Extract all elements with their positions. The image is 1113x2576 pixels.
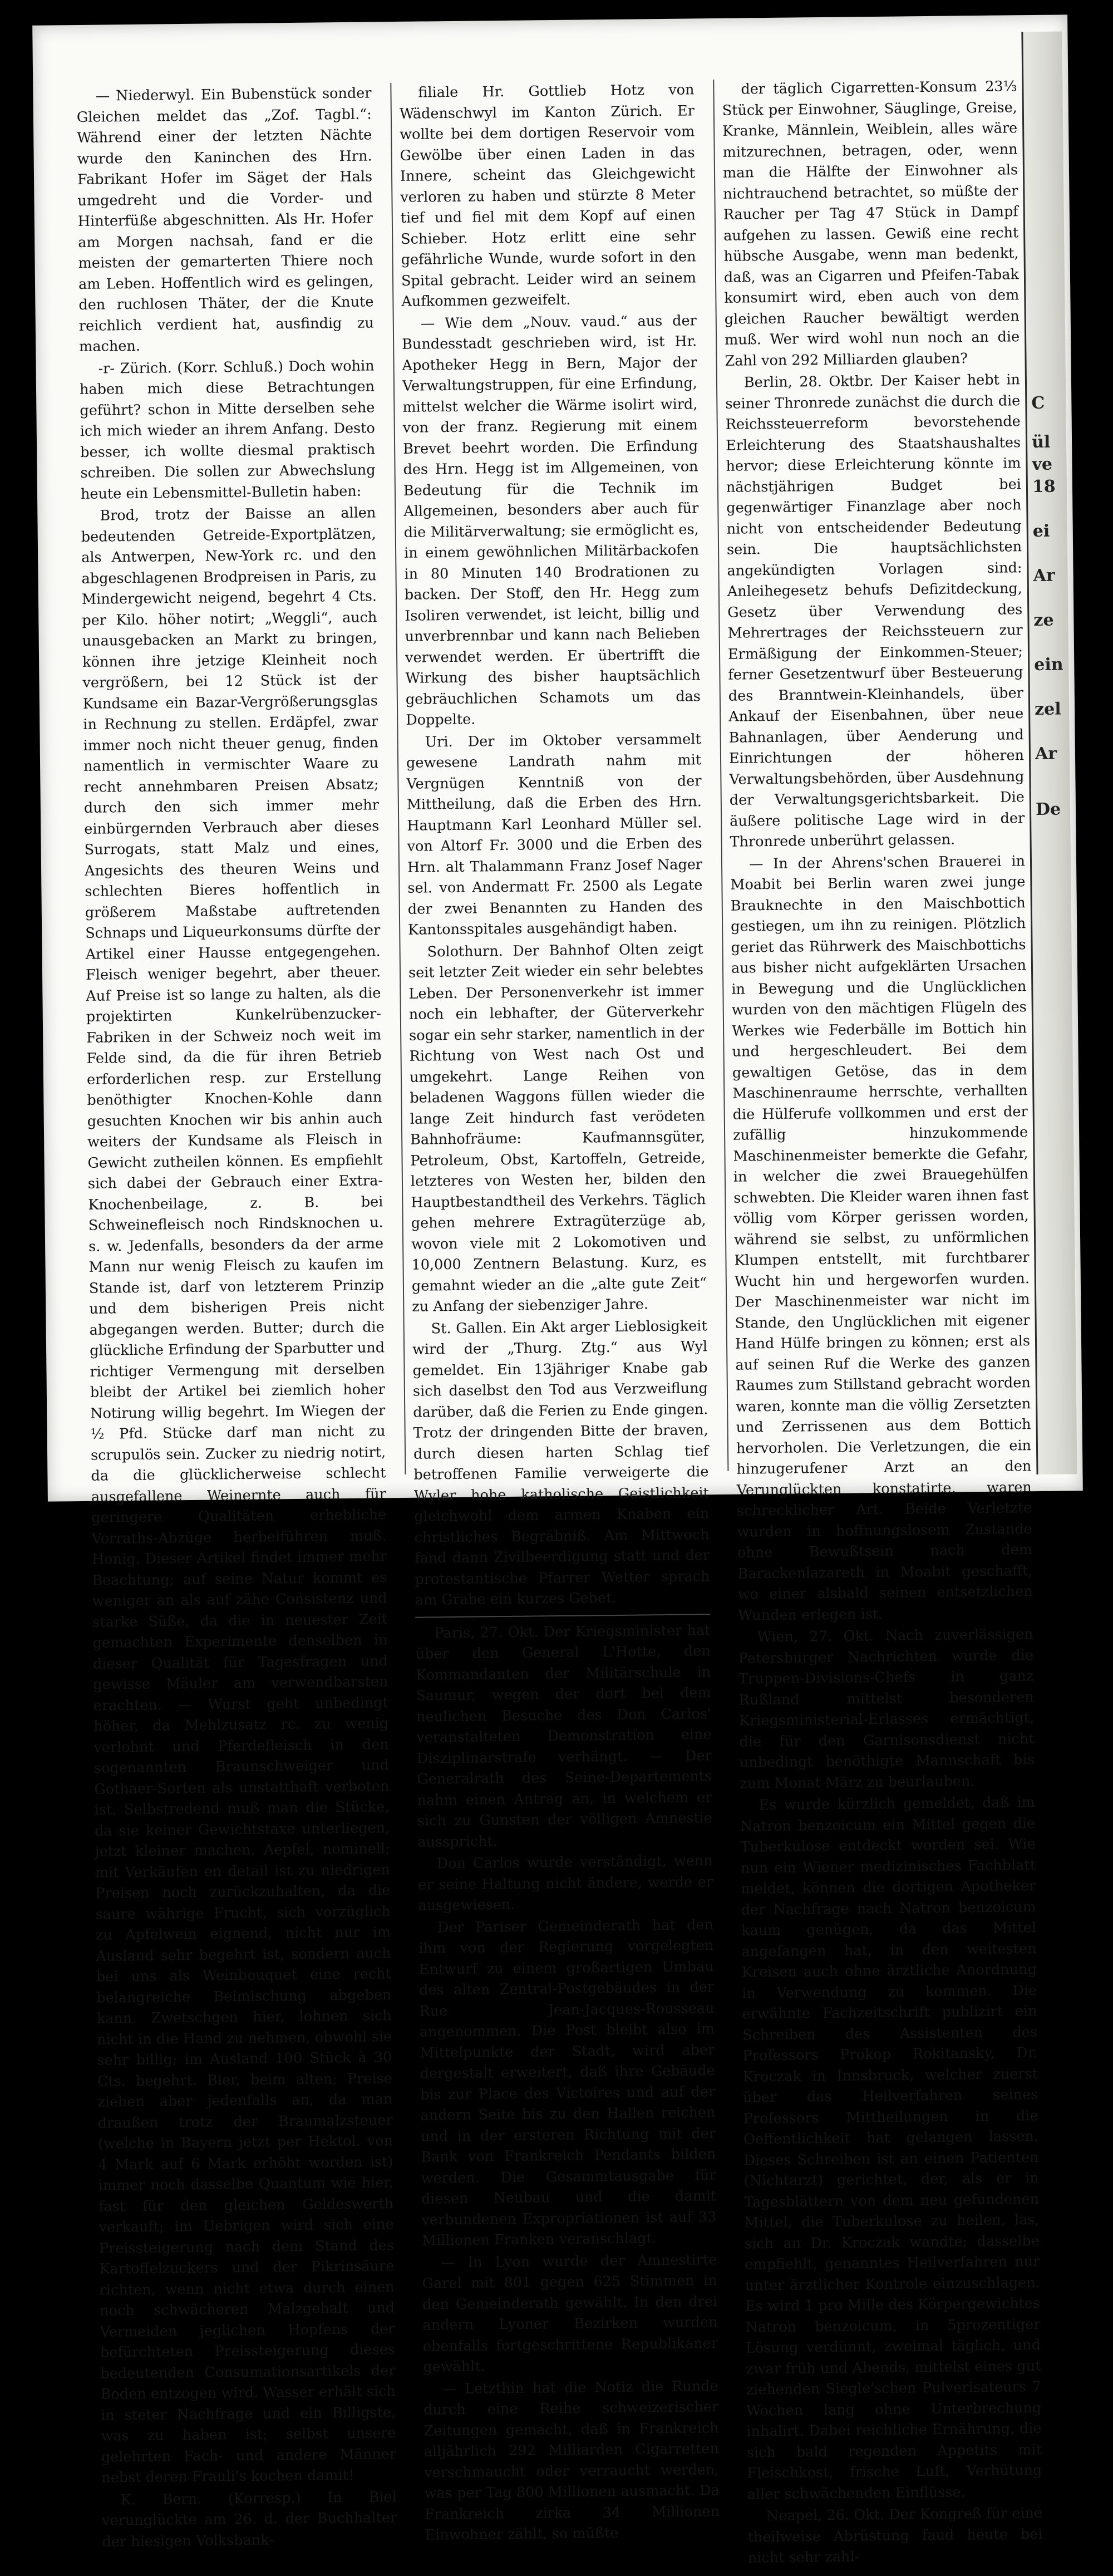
edge-fragment: Ar (1033, 566, 1055, 586)
article-berlin: Berlin, 28. Oktbr. Der Kaiser hebt in seiner Thronrede zunächst die durch die Reichssteuerreform bevorstehende Erleichterung des Staatshaushaltes hervor; diese Erleichterung könnte im nächstjährigen Budget bei gegenwärtiger Finanzlage aber noch nicht von entscheidender Bedeutung sein. Die hauptsächlichsten angekündigten Vorlagen sind: Anleihegesetz behufs Defizitdeckung, Gesetz über Verwendung des Mehrertrages der Reichssteuern zur Ermäßigung der Einkommen-Steuer; ferner Gesetzentwurf über Besteuerung des Branntwein-Kleinhandels, über Ankauf der Eisenbahnen, über neue Bahnanlagen, über Aenderung und Einrichtungen der höheren Verwaltungsbehörden, über Ausdehnung der Verwaltungsgerichtsbarkeit. Die äußere politische Lage wird in der Thronrede unberührt gelassen. (725, 371, 1025, 851)
article-paris-post: Der Pariser Gemeinderath hat den ihm von der Regierung vorgelegten Entwurf zu einem großartigen Umbau des alten Zentral-Postgebäudes in der Rue Jean-Jacques-Rousseau angenommen. Die Post bleibt also im Mittelpunkte der Stadt, wird aber dergestalt erweitert, daß ihre Gebäude bis zur Place des Victoires und auf der andern Seite bis zu den Hallen reichen und in der ersteren Richtung mit der Bank von Frankreich Pendants bilden werden. Die Gesammtausgabe für diesen Neubau und die damit verbundenen Expropriationen ist auf 33 Millionen Franken veranschlagt. (418, 1916, 717, 2249)
article-bern-cont: filiale Hr. Gottlieb Hotz von Wädenschwyl im Kanton Zürich. Er wollte bei dem dortigen Reservoir vom Gewölbe über einen Laden in das Innere, scheint das Gleichgewicht verloren zu haben und stürzte 8 Meter tief und fiel mit dem Kopf auf einen Schieber. Hotz erlitt eine sehr gefährliche Wunde, wurde sofort in den Spital gebracht. Leider wird an seinem Aufkommen gezweifelt. (399, 81, 697, 310)
text-columns (76, 76, 1043, 2567)
column-middle (390, 80, 720, 2544)
edge-fragment: ze (1033, 610, 1054, 631)
edge-fragment: C (1031, 393, 1045, 414)
article-hegg: — Wie dem „Nouv. vaud.“ aus der Bundesstadt geschrieben wird, ist Hr. Apotheker Hegg in Bern, Major der Verwaltungstruppen, für eine Erfindung, mittelst welcher die Wärme isolirt wird, von der franz. Regierung mit einem Brevet beehrt worden. Die Erfindung des Hrn. Hegg ist im Allgemeinen, von Bedeutung für die Technik im Allgemeinen, besonders aber auch für die Militärverwaltung; sie ermöglicht es, in einem gewöhnlichen Militärbackofen in 80 Minuten 140 Brodrationen zu backen. Der Stoff, den Hr. Hegg zum Isoliren verwendet, ist leicht, billig und unverbrennbar und kann nach Belieben verwendet werden. Er übertrifft die Wirkung des bisher hauptsächlich gebräuchlichen Schamots um das Doppelte. (402, 312, 701, 729)
article-solothurn: Solothurn. Der Bahnhof Olten zeigt seit letzter Zeit wieder ein sehr belebtes Leben. Der Personenverkehr ist immer noch ein lebhafter, der Güterverkehr sogar ein sehr starker, namentlich in der Richtung von West nach Ost und umgekehrt. Lange Reihen von beladenen Waggons füllen wieder die lange Zeit hindurch fast verödeten Bahnhofräume: Kaufmannsgüter, Petroleum, Obst, Kartoffeln, Getreide, letzteres von Westen her, bilden den Hauptbestandtheil des Verkehrs. Täglich gehen mehrere Extragüterzüge ab, wovon viele mit 2 Lokomotiven und 10,000 Zentnern Belastung. Kurz, es gemahnt wieder an die „alte gute Zeit“ zu Anfang der siebenziger Jahre. (408, 940, 707, 1315)
edge-fragment: De (1035, 799, 1061, 820)
article-natron: Es wurde kürzlich gemeldet, daß im Natron benzoicum ein Mittel gegen die Tuberkulose entdeckt worden sei. Wie nun ein Wiener medizinisches Fachblatt meldet, können die dortigen Apotheker der Nachfrage nach Natron benzoicum kaum genügen, da das Mittel angefangen hat, in den weitesten Kreisen auch ohne ärztliche Anordnung in Verwendung zu kommen. Die erwähnte Fachzeitschrift publizirt ein Schreiben des Assistenten des Professors Prokop Rokitansky, Dr. Kroczak in Innsbruck, welcher zuerst über das Heilverfahren seines Professors Mittheilungen in die Oeffentlichkeit hat gelangen lassen. Dieses Schreiben ist an einen Patienten (Nichtarzt) gerichtet, der, als er in Tagesblättern von dem neu gefundenen Mittel, die Tuberkulose zu heilen, las, sich an Dr. Kroczak wandte; dasselbe empfiehlt, genanntes Heilverfahren nur unter ärztlicher Kontrole einzuschlagen. Es wird 1 pro Mille des Körpergewichtes Natron benzoicum, in 5prozentiger Lösung verdünnt, zweimal täglich, und zwar früh und Abends, mittelst eines gut ziehenden Siegle'schen Pulverisateurs 7 Wochen lang ohne Unterbrechung inhalirt. Dabei reichliche Ernährung, die sich bald regenden Appetits mit Fleischkost, frische Luft, Verhütung aller schwächenden Einflüsse. (740, 1794, 1042, 2503)
article-cigarretten: — Letzthin hat die Notiz die Runde durch eine Reihe schweizerischer Zeitungen gemacht, daß in Frankreich alljährlich 292 Milliarden Cigarretten verschmaucht oder verraucht werden, was per Tag 800 Millionen ausmacht. Da Frankreich zirka 34 Millionen Einwohner zählt, so müßte (423, 2377, 720, 2544)
article-lyon: — In Lyon wurde der Amnestirte Garel mit 801 gegen 625 Stimmen in den Gemeinderath gewählt. In den drei andern Lyoner Bezirken wurden ebenfalls fortgeschrittene Republikaner gewählt. (422, 2251, 718, 2376)
article-zuerich-bulletin: Brod, trotz der Baisse an allen bedeutenden Getreide-Exportplätzen, als Antwerpen, New-York rc. und den abgeschlagenen Brodpreisen in Paris, zu Mindergewicht neigend, begehrt 4 Cts. per Kilo. höher notirt; „Weggli“, auch unausgebacken an Markt zu bringen, können ihre jetzige Kleinheit noch vergrößern, bei 12 Stück ist der Kundsame ein Bazar-Vergrößerungsglas in Rechnung zu stellen. Erdäpfel, zwar immer noch nicht theuer genug, finden namentlich in vermischter Waare zu recht annehmbaren Preisen Absatz; durch den sich immer mehr einbürgernden Verbrauch aber dieses Surrogats, statt Malz und eines, Angesichts des theuren Weins und schlechten Bieres hoffentlich in größerem Maßstabe auftretenden Schnaps und Liqueurkonsums dürfte der Artikel einer Hausse entgegengehen. Fleisch weniger begehrt, aber theuer. Auf Preise ist so lange zu halten, als die projektirten Kunkelrübenzucker-Fabriken in der Schweiz noch weit im Felde sind, da die für ihren Betrieb erforderlichen resp. zur Erstellung benöthigter Knochen-Kohle dann gesuchten Knochen wir bis anhin auch weiters der Kundsame als Fleisch in Gewicht zutheilen können. Es empfiehlt sich dabei der Gebrauch einer Extra-Knochenbeilage, z. B. bei Schweinefleisch noch Rindsknochen u. s. w. Jedenfalls, besonders da der arme Mann nur wenig Fleisch zu kaufen im Stande ist, darf von letzterem Prinzip und dem bisherigen Preis nicht abgegangen werden. Butter; durch die glückliche Erfindung der Sparbutter und richtiger Vermengung mit derselben bleibt der Artikel bei ziemlich hoher Notirung willig begehrt. Im Wiegen der ½ Pfd. Stücke darf man nicht zu scrupulös sein. Zucker zu niedrig notirt, da die glücklicherweise schlecht ausgefallene Weinernte auch für geringere Qualitäten erhebliche Vorraths-Abzüge herbeiführen muß. Honig. Dieser Artikel findet immer mehr Beachtung; auf seine Natur kommt es weniger an als auf zähe Consistenz und starke Süße, da die in neuester Zeit gemachten Experimente denselben in dieser Qualität für Tagesfragen und gewisse Mäuler am verwendbarsten erachten. — Wurst geht unbedingt höher, da Mehlzusatz rc. zu wenig verlohnt und Pferdefleisch in den sogenannten Braunschweiger und Gothaer-Sorten als unstatthaft verboten ist. Selbstredend muß man die Stücke, da sie keiner Gewichtstaxe unterliegen, jetzt kleiner machen. Aepfel, nominell; mit Verkäufen en detail ist zu niedrigen Preisen noch zurückzuhalten, da die saure währige Frucht, sich vorzüglich zu Apfelwein eignend, nicht nur im Ausland sehr begehrt ist, sondern auch bei uns als Weinbouquet eine recht belangreiche Beimischung abgeben kann. Zwetschgen hier, lohnen sich nicht in die Hand zu nehmen, obwohl sie sehr billig; im Ausland 100 Stück à 30 Cts. begehrt. Bier, beim alten; Preise ziehen aber jedenfalls an, da man draußen trotz der Braumalzsteuer (welche in Bayern jetzt per Hektol. von 4 Mark auf 6 Mark erhöht worden ist) immer noch dasselbe Quantum wie hier, fast für den gleichen Geldeswerth verkauft; im Uebrigen wird sich eine Preissteigerung nach dem Stand des Kartoffelzuckers und der Pikrinsäure richten, wenn nicht etwa durch einen noch schwächeren Malzgehalt und Vermeiden jeglichen Hopfens der befürchteten Preissteigerung dieses bedeutenden Consumationsartikels der Boden entzogen wird. Wasser erhält sich in steter Nachfrage und ein Billigste, was zu haben ist; selbst unsere gelehrten Fach- und andere Männer nebst deren Frauli's kochen damit! (81, 504, 397, 2486)
column-right (713, 76, 1043, 2567)
article-moabit: — In der Ahrens'schen Brauerei in Moabit bei Berlin waren zwei junge Brauknechte in den Maischbottich gestiegen, um ihn zu reinigen. Plötzlich geriet das Rührwerk des Maischbottichs aus bisher nicht aufgeklärten Ursachen in Bewegung und die Unglücklichen wurden von den mächtigen Flügeln des Werkes wie Federbälle im Bottich hin und hergeschleudert. Bei dem gewaltigen Getöse, das in dem Maschinenraume herrschte, verhallten die Hülferufe vollkommen und erst der zufällig hinzukommende Maschinenmeister bemerkte die Gefahr, in welcher die zwei Brauegehülfen schwebten. Die Kleider waren ihnen fast völlig vom Körper gerissen worden, während sie selbst, zu unförmlichen Klumpen entstellt, mit furchtbarer Wucht hin und hergeworfen wurden. Der Maschinenmeister war nicht im Stande, den Unglücklichen mit eigener Hand Hülfe bringen zu können; erst als auf seinen Ruf die Werke des ganzen Raumes zum Stillstand gebracht worden waren, konnte man die völlig Zersetzten und Zerrissenen aus dem Bottich hervorholen. Die Verletzungen, die ein hinzugerufener Arzt an den Verunglückten konstatirte, waren schrecklicher Art. Beide Verletzte wurden in hoffnungslosem Zustande ohne Bewußtsein nach dem Barackenlazareth in Moabit geschafft, wo einer alsbald seinen entsetzlichen Wunden erlegen ist. (730, 852, 1033, 1624)
edge-fragment: ei (1032, 521, 1050, 542)
edge-fragment: ein (1034, 655, 1063, 675)
adjacent-page-edge (1021, 31, 1077, 1474)
article-cigarretten-cont: der täglich Cigarretten-Konsum 23⅓ Stück per Einwohner, Säuglinge, Greise, Kranke, Männlein, Weiblein, alles wäre mitzurechnen, betragen, oder, wenn man die Hälfte der Einwohner als nichtrauchend betrachtet, so müßte der Raucher per Tag 47 Stück in Dampf aufgehen zu lassen. Gewiß eine recht hübsche Ausgabe, wenn man bedenkt, daß, was an Cigarren und Pfeifen-Tabak konsumirt wird, eben auch von dem gleichen Raucher bewältigt werden muß. Wer wird wohl nun noch an die Zahl von 292 Milliarden glauben? (722, 78, 1020, 370)
edge-fragment: 18 (1032, 476, 1056, 497)
article-paris: Paris, 27. Okt. Der Kriegsminister hat über den General L'Hotte, den Kommandanten der Militärschule in Saumur, wegen der dort bei dem neulichen Besuche des Don Carlos' veranstalteten Demonstration eine Disziplinarstrafe verhängt. — Der Generalrath des Seine-Departements nahm einen Antrag an, in welchem er sich zu Gunsten der völligen Amnestie ausspricht. (415, 1614, 712, 1853)
article-bern: K. Bern. (Korresp.) In Biel verunglückte am 26. d. der Buchhalter der hiesigen Volksbank- (101, 2488, 397, 2550)
article-st-gallen: St. Gallen. Ein Akt arger Lieblosigkeit wird der „Thurg. Ztg.“ aus Wyl gemeldet. Ein 13jähriger Knabe gab sich daselbst den Tod aus Verzweiflung darüber, daß die Ferien zu Ende gingen. Trotz der dringenden Bitte der braven, durch diesen harten Schlag tief betroffenen Familie verweigerte die Wyler hohe katholische Geistlichkeit gleichwohl dem armen Knaben ein christliches Begräbniß. Am Mittwoch fand dann Zivilbeerdigung statt und der protestantische Pfarrer Wetter sprach am Grabe ein kurzes Gebet. (412, 1317, 710, 1609)
article-zuerich: -r- Zürich. (Korr. Schluß.) Doch wohin haben mich diese Betrachtungen geführt? schon in Mitte derselben sehe ich mich wieder an ihrem Anfang. Desto besser, ich wollte diesmal praktisch schreiben. Die sollen zur Abwechslung heute ein Lebensmittel-Bulletin haben: (79, 357, 376, 503)
column-left (76, 83, 397, 2550)
article-neapel: Neapel, 26. Okt. Der Kongreß für eine theilweise Abrüstung faud heute bei nicht sehr zahl- (747, 2505, 1043, 2567)
edge-fragment: ül (1031, 432, 1051, 453)
article-niederwyl: — Niederwyl. Ein Bubenstück sonder Gleichen meldet das „Zof. Tagbl.“: Während einer der letzten Nächte wurde den Kaninchen des Hrn. Fabrikant Hofer im Säget der Hals umgedreht und die Vorder- und Hinterfüße abgeschnitten. Als Hr. Hofer am Morgen nachsah, fand er die meisten der gemarterten Thiere noch am Leben. Hoffentlich wird es gelingen, den ruchlosen Thäter, der die Knute reichlich verdient hat, ausfindig zu machen. (76, 85, 374, 355)
newspaper-sheet (32, 14, 1083, 2567)
article-don-carlos: Don Carlos wurde verständigt, wenn er seine Haltung nicht ändere, werde er ausgewiesen. (418, 1852, 713, 1914)
article-uri: Uri. Der im Oktober versammelt gewesene Landrath nahm mit Vergnügen Kenntniß von der Mittheilung, daß die Erben des Hrn. Hauptmann Karl Leonhard Müller sel. von Altorf Fr. 3000 und die Erben des Hrn. alt Thalammann Franz Josef Nager sel. von Andermatt Fr. 2500 als Legate der zwei Benannten zu Handen des Kantonsspitales ausgehändigt haben. (406, 730, 703, 938)
edge-fragment: ve (1032, 454, 1053, 475)
edge-fragment: zel (1034, 699, 1061, 720)
article-wien: Wien, 27. Okt. Nach zuverlässigen Petersburger Nachrichten wurde die Truppen-Divisions-Chefs in ganz Rußland mittelst besonderen Kriegsministerial-Erlasses ermächtigt, die für den Garnisonsdienst nicht unbedingt benöthigte Mannschaft bis zum Monat März zu beurlauben. (738, 1626, 1035, 1792)
edge-fragment: Ar (1035, 744, 1057, 764)
